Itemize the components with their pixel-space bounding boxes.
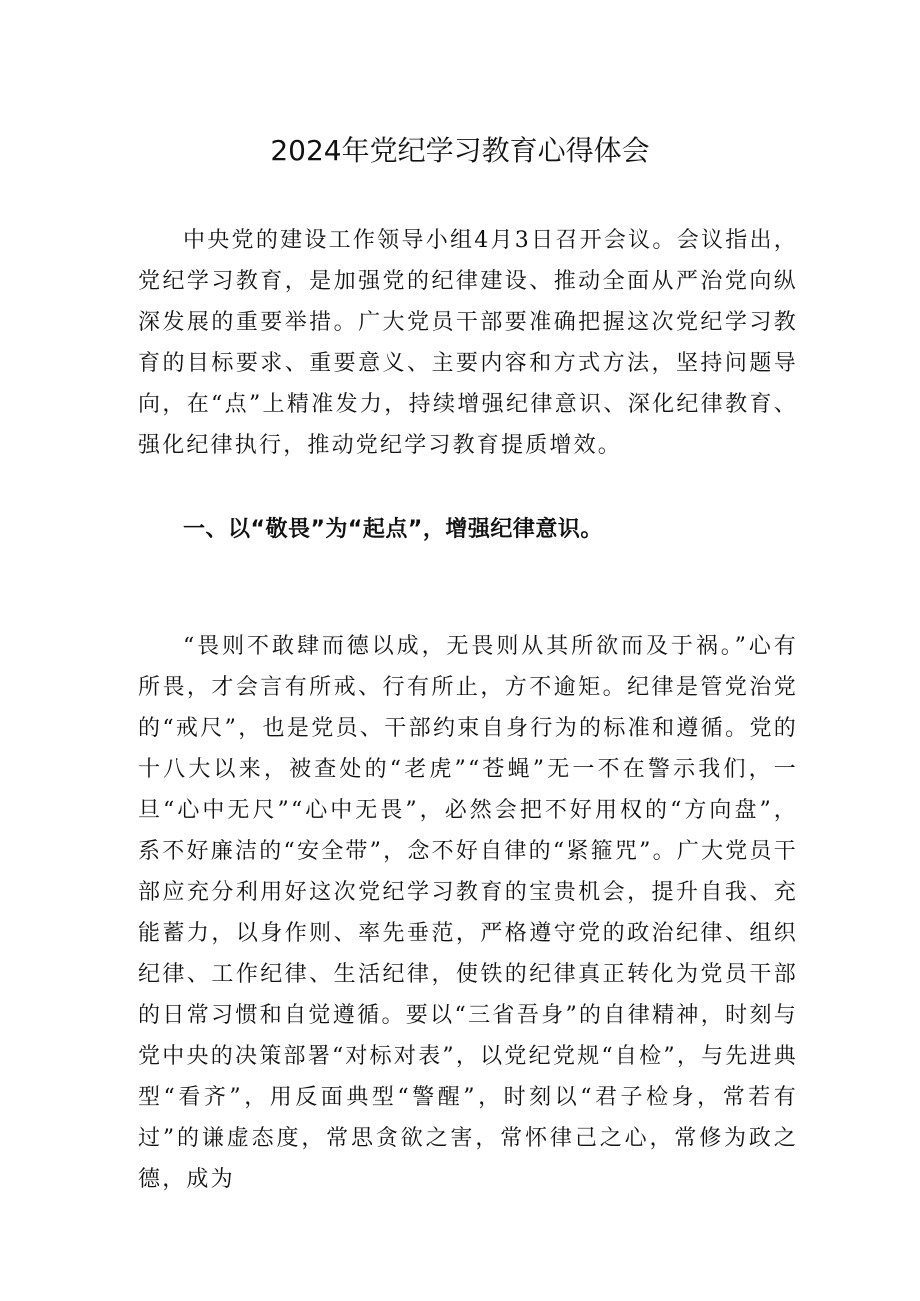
body-paragraph: “畏则不敢肆而德以成，无畏则从其所欲而及于祸。”心有所畏，才会言有所戒、行有所止，方不逾矩。纪律是管党治党的“戒尺”，也是党员、干部约束自身行为的标准和遵循。党的十八大以来，被查处的“老虎”“苍蝇”无一不在警示我们，一旦“心中无尺”“心中无畏”，必然会把不好用权的“方向盘”，系不好廉洁的“安全带”，念不好自律的“紧箍咒”。广大党员干部应充分利用好这次党纪学习教育的宝贵机会，提升自我、充能蓄力，以身作则、率先垂范，严格遵守党的政治纪律、组织纪律、工作纪律、生活纪律，使铁的纪律真正转化为党员干部的日常习惯和自觉遵循。要以“三省吾身”的自律精神，时刻与党中央的决策部署“对标对表”，以党纪党规“自检”，与先进典型“看齐”，用反面典型“警醒”，时刻以“君子检身，常若有过”的谦虚态度，常思贪欲之害，常怀律己之心，常修为政之德，成为 (138, 634, 798, 1192)
document-title: 2024年党纪学习教育心得体会 (270, 133, 650, 167)
intro-paragraph: 中央党的建设工作领导小组4月3日召开会议。会议指出，党纪学习教育，是加强党的纪律建设、推动全面从严治党向纵深发展的重要举措。广大党员干部要准确把握这次党纪学习教育的目标要求、重要意义、主要内容和方式方法，坚持问题导向，在“点”上精准发力，持续增强纪律意识、深化纪律教育、强化纪律执行，推动党纪学习教育提质增效。 (138, 228, 798, 458)
section-heading: 一、以“敬畏”为“起点”，增强纪律意识。 (183, 517, 603, 542)
